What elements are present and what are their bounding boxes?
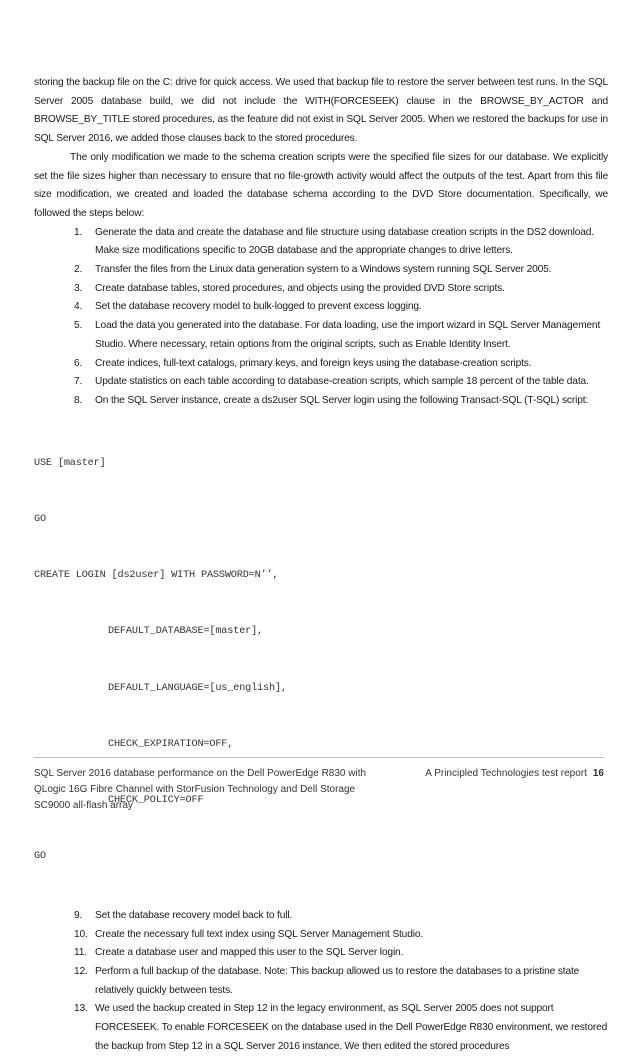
- tsql-code-block: [34, 418, 608, 904]
- list-item: 4. Set the database recovery model to bulk-logged to prevent excess logging.: [74, 301, 422, 313]
- page-number: 16: [592, 768, 604, 779]
- list-item: 11. Create a database user and mapped this user to the SQL Server login.: [74, 947, 404, 959]
- code-line: CREATE LOGIN [ds2user] WITH PASSWORD=N’’,: [34, 570, 279, 582]
- paragraph-continuation: storing the backup file on the C: drive for quick access. We used that backup file to restore the server between test runs. In the SQL Server 2005 database build, we did not include the WITH(FORCESEEK) clause in the BROWSE_BY_ACTOR and BROWSE_BY_TITLE stored procedures, as the feature did not exist in SQL Server 2005. When we restored the backups for use in SQL Server 2016, we added those clauses back to the stored procedures.: [34, 77, 608, 145]
- list-item: 9. Set the database recovery model back to full.: [74, 909, 293, 921]
- steps-list-1: [34, 224, 608, 411]
- list-item: 6. Create indices, full-text catalogs, primary keys, and foreign keys using the database-creation scripts.: [74, 357, 532, 369]
- footer-divider: [34, 757, 604, 758]
- paragraph-schema-modification: The only modification we made to the schema creation scripts were the specified file sizes for our database. We explicitly set the file sizes higher than necessary to ensure that no file-growth activity would affect the outputs of the test. Apart from this file size modification, we created and loaded the database schema according to the DVD Store documentation. Specifically, we followed the steps below:: [34, 151, 608, 219]
- steps-list-2: [34, 907, 608, 1057]
- footer-report-label: [425, 766, 604, 782]
- list-item: 13. We used the backup created in Step 12 in the legacy environment, as SQL Server 2005 does not support FORCESEEK. To enable FORCESEEK on the database used in the Dell PowerEdge R830 environment, we restored the backup from Step 12 in a SQL Server 2016 instance. We then edited the stored procedures: [74, 1003, 608, 1052]
- footer-publisher: A Principled Technologies test report: [425, 768, 587, 779]
- footer-report-title: SQL Server 2016 database performance on the Dell PowerEdge R830 with QLogic 16G Fibre Channel with StorFusion Technology and Dell Storage SC9000 all-flash array: [34, 768, 367, 811]
- list-item: 1. Generate the data and create the database and file structure using database creation scripts in the DS2 download. Make size modifications specific to 20GB database and the appropriate changes to drive letters.: [74, 226, 594, 257]
- list-item: 2. Transfer the files from the Linux data generation system to a Windows system running SQL Server 2005.: [74, 264, 552, 276]
- list-item: 5. Load the data you generated into the database. For data loading, use the import wizard in SQL Server Management Studio. Where necessary, retain options from the original scripts, such as Enable Identity Insert.: [74, 320, 601, 350]
- list-item: 12. Perform a full backup of the database. Note: This backup allowed us to restore the databases to a pristine state relatively quickly between tests.: [74, 966, 580, 996]
- list-item: 7. Update statistics on each table according to database-creation scripts, which sample 18 percent of the table data.: [74, 376, 589, 388]
- list-item: 3. Create database tables, stored procedures, and objects using the provided DVD Store scripts.: [74, 282, 505, 294]
- list-item: 8. On the SQL Server instance, create a ds2user SQL Server login using the following Transact-SQL (T-SQL) script:: [74, 394, 589, 406]
- code-line: CHECK_POLICY=OFF: [108, 794, 204, 806]
- list-item: 10. Create the necessary full text index using SQL Server Management Studio.: [74, 928, 424, 940]
- code-line: DEFAULT_DATABASE=[master],: [108, 626, 264, 638]
- code-line: CHECK_EXPIRATION=OFF,: [108, 738, 234, 750]
- code-line: GO: [34, 850, 46, 862]
- code-line: GO: [34, 514, 46, 526]
- body-text: [34, 74, 608, 1057]
- code-line: USE [master]: [34, 458, 106, 470]
- code-line: DEFAULT_LANGUAGE=[us_english],: [108, 682, 287, 694]
